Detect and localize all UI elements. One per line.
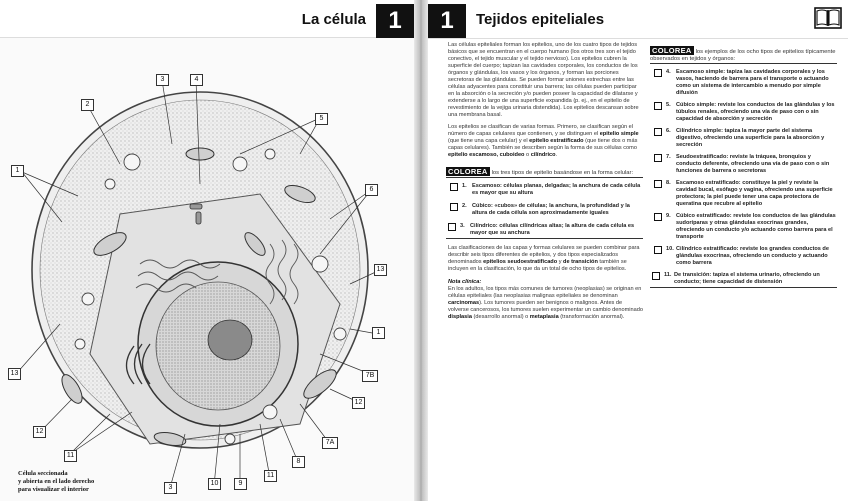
coloring-task-shapes bbox=[448, 165, 643, 239]
checklist-item[interactable] bbox=[650, 272, 837, 288]
checklist-item[interactable] bbox=[448, 203, 643, 219]
color-checkbox[interactable] bbox=[654, 213, 662, 221]
item-number: 6. bbox=[666, 128, 671, 134]
item-number: 7. bbox=[666, 154, 671, 160]
nucleolus bbox=[208, 320, 252, 360]
term-bold: epitelio estratificado bbox=[529, 138, 584, 145]
item-text: Escamoso: células planas, delgadas; la anchura de cada célula es mayor que su altura bbox=[472, 183, 641, 197]
right-chapter-number: 1 bbox=[428, 4, 466, 38]
item-number: 9. bbox=[666, 213, 671, 219]
colorea-label: COLOREA bbox=[652, 46, 692, 55]
item-text: Escamoso simple: tapiza las cavidades corporales y los vasos, haciendo de barrera para el transporte o actuando como un sistema de intercambio a menudo por simple difusión bbox=[676, 69, 829, 96]
callout-label: 12 bbox=[352, 397, 365, 409]
item-text: Cilíndrico simple: tapiza la mayor parte del sistema digestivo, ofreciendo una superficie para la absorción y secreción bbox=[676, 128, 825, 148]
text-column-left bbox=[448, 42, 643, 327]
left-page-header bbox=[0, 0, 420, 38]
item-number: 5. bbox=[666, 102, 671, 108]
term-bold: carcinomas bbox=[448, 299, 480, 306]
text-run: también se incluyen en la clasificación, lo que da un total de ocho tipos de epitelios. bbox=[448, 259, 627, 273]
color-checkbox[interactable] bbox=[654, 69, 662, 77]
callout-label: 4 bbox=[190, 74, 203, 86]
caption-line: para visualizar el interior bbox=[18, 486, 89, 493]
book-gutter bbox=[414, 0, 428, 501]
text-run: y bbox=[557, 259, 564, 266]
term-bold: de transición bbox=[563, 259, 598, 266]
task-instruction-text: los tres tipos de epitelio basándose en la forma celular: bbox=[491, 170, 634, 177]
callout-label: 7A bbox=[322, 437, 338, 449]
term-bold: epitelio simple bbox=[599, 131, 639, 138]
item-number: 11. bbox=[664, 272, 672, 278]
callout-label: 1 bbox=[11, 165, 24, 177]
text-run: (transformación anormal). bbox=[558, 313, 625, 320]
callout-label: 3 bbox=[164, 482, 177, 494]
item-text: Cúbico: «cubos» de células; la anchura, la profundidad y la altura de cada célula son aproximadamente iguales bbox=[472, 203, 630, 217]
left-page-title: La célula bbox=[301, 11, 366, 28]
color-checkbox[interactable] bbox=[450, 203, 458, 211]
item-text: Cilíndrico estratificado: reviste los grandes conductos de glándulas exocrinas, ofreciendo un conducto y actuando como barrera bbox=[676, 246, 829, 266]
caption-line: y abierta en el lado derecho bbox=[18, 478, 95, 485]
checklist-item[interactable] bbox=[652, 180, 837, 208]
callout-label: 3 bbox=[156, 74, 169, 86]
text-run: (que tiene una capa celular) y el bbox=[448, 138, 530, 145]
clinical-note bbox=[448, 279, 643, 321]
item-number: 10. bbox=[666, 246, 674, 252]
color-checkbox[interactable] bbox=[654, 128, 662, 136]
task-instruction-text: los ejemplos de los ocho tipos de epitelios típicamente observados en tejidos y órganos: bbox=[650, 49, 836, 62]
header-divider bbox=[428, 38, 848, 39]
book-icon bbox=[814, 7, 842, 29]
color-checkbox[interactable] bbox=[652, 272, 660, 280]
item-number: 3. bbox=[460, 223, 465, 230]
text-run: . bbox=[555, 152, 558, 159]
task-instruction bbox=[446, 167, 643, 178]
color-checkbox[interactable] bbox=[448, 223, 456, 231]
item-text: Seudoestratificado: reviste la tráquea, bronquios y conducto deferente, ofreciendo una vía de paso con o sin funciones de barrera o secretoras bbox=[676, 154, 830, 174]
callout-label: 9 bbox=[234, 478, 247, 490]
clinical-note-heading: Nota clínica: bbox=[448, 279, 482, 286]
left-chapter-number: 1 bbox=[376, 4, 414, 38]
callout-label: 5 bbox=[315, 113, 328, 125]
item-number: 1. bbox=[462, 183, 467, 190]
item-number: 8. bbox=[666, 180, 671, 186]
figure-caption bbox=[18, 470, 138, 494]
task-instruction bbox=[650, 46, 837, 64]
checklist-item[interactable] bbox=[652, 154, 837, 175]
text-run: (desarrollo anormal) o bbox=[471, 313, 530, 320]
text-run: (que tiene dos o más capas celulares). También se describen según la forma de sus células como bbox=[448, 138, 638, 152]
colorea-label: COLOREA bbox=[448, 167, 488, 177]
color-checkbox[interactable] bbox=[654, 246, 662, 254]
callout-label: 2 bbox=[81, 99, 94, 111]
right-page-title: Tejidos epiteliales bbox=[476, 11, 605, 28]
callout-label: 13 bbox=[374, 264, 387, 276]
checklist-item[interactable] bbox=[652, 69, 837, 97]
callout-label: 8 bbox=[292, 456, 305, 468]
text-run: Los epitelios se clasifican de varias formas. Primero, se clasifican según el número de capas celulares que contienen, y se distinguen el bbox=[448, 124, 633, 138]
color-checkbox[interactable] bbox=[654, 102, 662, 110]
color-checkbox[interactable] bbox=[654, 154, 662, 162]
checklist-item[interactable] bbox=[652, 246, 837, 267]
checklist-item[interactable] bbox=[652, 102, 837, 123]
color-checkbox[interactable] bbox=[654, 180, 662, 188]
text-run: o bbox=[524, 152, 531, 159]
item-text: Cúbico simple: reviste los conductos de las glándulas y los túbulos renales, ofreciendo una vía de paso con o sin capacidad de absorción y secreción bbox=[676, 102, 835, 122]
right-page bbox=[428, 0, 848, 501]
left-page bbox=[0, 0, 420, 501]
layers-paragraph bbox=[448, 245, 643, 273]
term-bold: displasia bbox=[448, 313, 472, 320]
item-text: Cúbico estratificado: reviste los conductos de las glándulas sudoríparas y otras glándulas exocrinas grandes, ofreciendo un conducto y/o actuando como barrera para el transporte bbox=[676, 213, 836, 240]
callout-label: 13 bbox=[8, 368, 21, 380]
checklist-item[interactable] bbox=[446, 223, 643, 239]
checklist-item[interactable] bbox=[652, 213, 837, 241]
item-text: Cilíndrico: células cilíndricas altas; la altura de cada célula es mayor que su anchura bbox=[470, 223, 635, 237]
text-run: En los adultos, los tipos más comunes de tumores (neoplasias) se originan en células epiteliales (las neoplasias malignas epiteliales se denominan bbox=[448, 286, 642, 299]
callout-label: 12 bbox=[33, 426, 46, 438]
color-checkbox[interactable] bbox=[450, 183, 458, 191]
checklist-item[interactable] bbox=[652, 128, 837, 149]
cell-illustration bbox=[0, 44, 412, 484]
callout-label: 1 bbox=[372, 327, 385, 339]
caption-line: Célula seccionada bbox=[18, 470, 68, 477]
term-bold: epitelio escamoso, cuboideo bbox=[448, 152, 525, 159]
term-bold: cilíndrico bbox=[530, 152, 556, 159]
item-number: 4. bbox=[666, 69, 671, 75]
item-number: 2. bbox=[462, 203, 467, 210]
callout-label: 6 bbox=[365, 184, 378, 196]
item-text: Escamoso estratificado: constituye la piel y reviste la cavidad bucal, esófago y vagina, ofreciendo una superficie protectora; la piel puede tener una capa protectora de queratina que recubre al epitelio bbox=[676, 180, 833, 207]
text-column-right bbox=[652, 46, 837, 293]
text-run: ). Los tumores pueden ser benignos o malignos. Antes de volverse cancerosos, los tumores suelen experimentar un cambio denominado bbox=[448, 299, 643, 313]
callout-label: 10 bbox=[208, 478, 221, 490]
item-text: De transición: tapiza el sistema urinario, ofreciendo un conducto; tiene capacidad de distensión bbox=[674, 272, 820, 285]
callout-label: 7B bbox=[362, 370, 378, 382]
intro-paragraph: Las células epiteliales forman los epitelios, uno de los cuatro tipos de tejidos básicos que se encuentran en el cuerpo humano (los otros tres son el tejido conectivo, el tejido muscular y el tejido nervioso). Los epitelios cubren la superficie del cuerpo; tapizan las cavidades corporales, los conductos de los órganos y glándulas, los vasos y los órganos, y forman las porciones secretoras de las glándulas. Se pueden formar uniones estrechas entre las células adyacentes para constituir una barrera; las células pueden participar en la absorción o la secreción y/o pueden poseer la capacidad de dilatarse y extenderse a lo largo de una superficie expandida (p. ej., en el epitelio de revestimiento de la vejiga urinaria distendida). Los epitelios descansan sobre una membrana basal. bbox=[448, 42, 639, 118]
callout-label: 11 bbox=[264, 470, 277, 482]
text-run: Las clasificaciones de las capas y formas celulares se pueden combinar para describir seis tipos diferentes de epitelios, y dos tipos especializados denominados bbox=[448, 245, 640, 266]
callout-label: 11 bbox=[64, 450, 77, 462]
classification-paragraph bbox=[448, 124, 643, 159]
term-bold: epitelios seudoestratificado bbox=[483, 259, 558, 266]
term-bold: metaplasia bbox=[529, 313, 559, 320]
checklist-item[interactable] bbox=[448, 183, 643, 199]
